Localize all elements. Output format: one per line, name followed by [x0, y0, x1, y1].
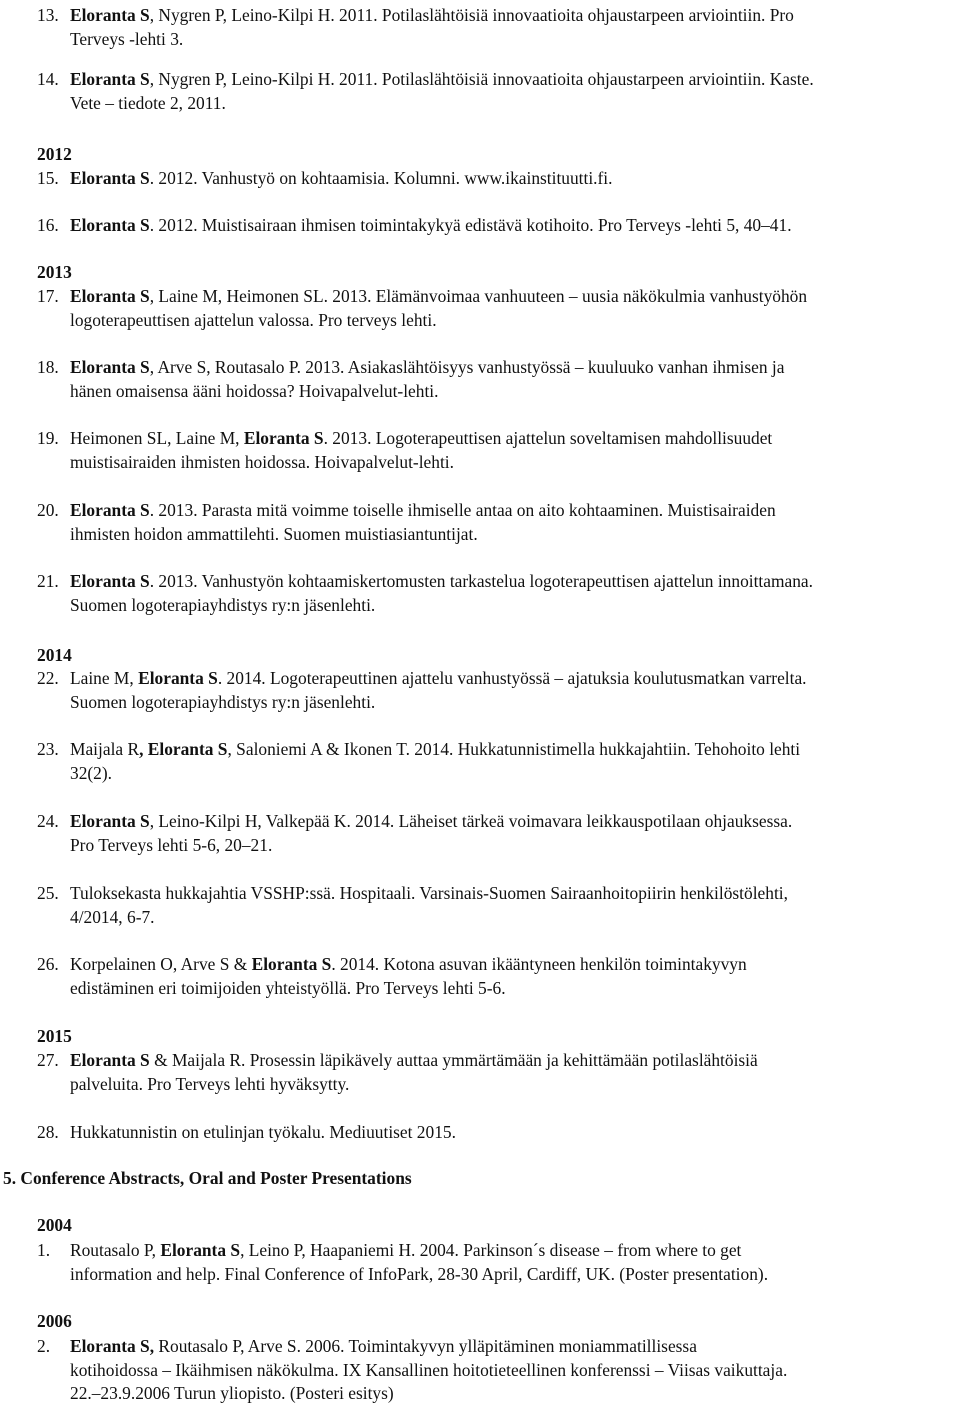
author-bold: Eloranta S [70, 1050, 150, 1070]
author-bold: Eloranta S [160, 1240, 241, 1260]
entry-21-line-1: 21. Eloranta S. 2013. Vanhustyön kohtaamiskertomusten tarkastelua logoterapeuttisen ajattelun innoittamana. [37, 571, 813, 591]
entry-1-line-2: information and help. Final Conference of InfoPark, 28-30 April, Cardiff, UK. (Poster presentation). [70, 1264, 769, 1284]
author-bold: Eloranta S [70, 5, 150, 25]
entry-number: 22. [37, 668, 59, 688]
entry-15-line-1: 15. Eloranta S. 2012. Vanhustyö on kohtaamisia. Kolumni. www.ikainstituutti.fi. [37, 168, 613, 188]
entry-2-line-3: 22.–23.9.2006 Turun yliopisto. (Posteri esitys) [70, 1383, 394, 1403]
author-bold: Eloranta S, [70, 1336, 155, 1356]
entry-number: 19. [37, 428, 59, 448]
author-bold: Eloranta S [138, 668, 218, 688]
year-heading-2006: 2006 [37, 1311, 72, 1331]
author-bold: Eloranta S [70, 571, 150, 591]
entry-number: 1. [37, 1240, 51, 1260]
entry-number: 18. [37, 357, 59, 377]
entry-number: 24. [37, 811, 59, 831]
entry-number: 20. [37, 500, 59, 520]
entry-27-line-1: 27. Eloranta S & Maijala R. Prosessin läpikävely auttaa ymmärtämään ja kehittämään potilaslähtöisiä [37, 1050, 758, 1070]
entry-24-line-2: Pro Terveys lehti 5-6, 20–21. [70, 835, 273, 855]
entry-13-line-2: Terveys -lehti 3. [70, 29, 184, 49]
entry-20-line-1: 20. Eloranta S. 2013. Parasta mitä voimme toiselle ihmiselle antaa on aito kohtaaminen. Muistisairaiden [37, 500, 776, 520]
entry-number: 16. [37, 215, 59, 235]
entry-number: 2. [37, 1336, 51, 1356]
entry-14-line-2: Vete – tiedote 2, 2011. [70, 93, 226, 113]
entry-18-line-1: 18. Eloranta S, Arve S, Routasalo P. 2013. Asiakaslähtöisyys vanhustyössä – kuuluuko vanhan ihmisen ja [37, 357, 785, 377]
entry-13-line-1: 13. Eloranta S, Nygren P, Leino-Kilpi H. 2011. Potilaslähtöisiä innovaatioita ohjaustarpeen arviointiin. Pro [37, 5, 794, 25]
entry-number: 15. [37, 168, 59, 188]
entry-24-line-1: 24. Eloranta S, Leino-Kilpi H, Valkepää K. 2014. Läheiset tärkeä voimavara leikkauspotilaan ohjauksessa. [37, 811, 793, 831]
entry-21-line-2: Suomen logoterapiayhdistys ry:n jäsenlehti. [70, 595, 376, 615]
author-bold: Eloranta S [251, 954, 332, 974]
entry-2-line-1: 2. Eloranta S, Routasalo P, Arve S. 2006. Toimintakyvyn ylläpitäminen moniammatillisessa [37, 1336, 697, 1356]
entry-number: 17. [37, 286, 59, 306]
author-bold: Eloranta S [70, 286, 150, 306]
entry-1-line-1: 1. Routasalo P, Eloranta S, Leino P, Haapaniemi H. 2004. Parkinson´s disease – from where to get [37, 1240, 742, 1260]
entry-number: 28. [37, 1122, 59, 1142]
author-bold: Eloranta S [70, 215, 150, 235]
entry-18-line-2: hänen omaisensa ääni hoidossa? Hoivapalvelut-lehti. [70, 381, 439, 401]
year-heading-2012: 2012 [37, 144, 72, 164]
entry-22-line-1: 22. Laine M, Eloranta S. 2014. Logoterapeuttinen ajattelu vanhustyössä – ajatuksia koulutusmatkan varrelta. [37, 668, 807, 688]
entry-14-line-1: 14. Eloranta S, Nygren P, Leino-Kilpi H. 2011. Potilaslähtöisiä innovaatioita ohjaustarpeen arviointiin. Kaste. [37, 69, 814, 89]
entry-2-line-2: kotihoidossa – Ikäihmisen näkökulma. IX Kansallinen hoitotieteellinen konferenssi – Viisas vaikuttaja. [70, 1360, 788, 1380]
entry-17-line-1: 17. Eloranta S, Laine M, Heimonen SL. 2013. Elämänvoimaa vanhuuteen – uusia näkökulmia vanhustyöhön [37, 286, 808, 306]
entry-20-line-2: ihmisten hoidon ammattilehti. Suomen muistiasiantuntijat. [70, 524, 478, 544]
entry-25-line-2: 4/2014, 6-7. [70, 907, 155, 927]
entry-17-line-2: logoterapeuttisen ajattelun valossa. Pro terveys lehti. [70, 310, 437, 330]
entry-23-line-1: 23. Maijala R, Eloranta S, Saloniemi A & Ikonen T. 2014. Hukkatunnistimella hukkajahtiin. Tehohoito lehti [37, 739, 801, 759]
entry-number: 21. [37, 571, 59, 591]
entry-19-line-1: 19. Heimonen SL, Laine M, Eloranta S. 2013. Logoterapeuttisen ajattelun soveltamisen mahdollisuudet [37, 428, 773, 448]
entry-26-line-1: 26. Korpelainen O, Arve S & Eloranta S. 2014. Kotona asuvan ikääntyneen henkilön toimintakyvyn [37, 954, 747, 974]
section-heading: 5. Conference Abstracts, Oral and Poster Presentations [3, 1168, 412, 1188]
entry-19-line-2: muistisairaiden ihmisten hoidossa. Hoivapalvelut-lehti. [70, 452, 454, 472]
entry-number: 26. [37, 954, 59, 974]
author-bold: Eloranta S [243, 428, 324, 448]
author-bold: , Eloranta S [139, 739, 228, 759]
year-heading-2013: 2013 [37, 262, 72, 282]
entry-25-line-1: 25. Tuloksekasta hukkajahtia VSSHP:ssä. Hospitaali. Varsinais-Suomen Sairaanhoitopiirin henkilöstölehti, [37, 883, 788, 903]
author-bold: Eloranta S [70, 168, 150, 188]
entry-number: 23. [37, 739, 59, 759]
year-heading-2004: 2004 [37, 1215, 72, 1235]
author-bold: Eloranta S [70, 811, 150, 831]
entry-23-line-2: 32(2). [70, 763, 113, 783]
entry-number: 25. [37, 883, 59, 903]
author-bold: Eloranta S [70, 69, 150, 89]
entry-27-line-2: palveluita. Pro Terveys lehti hyväksytty. [70, 1074, 350, 1094]
entry-26-line-2: edistäminen eri toimijoiden yhteistyöllä. Pro Terveys lehti 5-6. [70, 978, 506, 998]
year-heading-2015: 2015 [37, 1026, 72, 1046]
entry-22-line-2: Suomen logoterapiayhdistys ry:n jäsenlehti. [70, 692, 376, 712]
year-heading-2014: 2014 [37, 645, 72, 665]
entry-number: 14. [37, 69, 59, 89]
entry-16-line-1: 16. Eloranta S. 2012. Muistisairaan ihmisen toimintakykyä edistävä kotihoito. Pro Terveys -lehti 5, 40–41. [37, 215, 792, 235]
author-bold: Eloranta S [70, 357, 150, 377]
author-bold: Eloranta S [70, 500, 150, 520]
entry-number: 13. [37, 5, 59, 25]
entry-28-line-1: 28. Hukkatunnistin on etulinjan työkalu. Mediuutiset 2015. [37, 1122, 456, 1142]
entry-number: 27. [37, 1050, 59, 1070]
